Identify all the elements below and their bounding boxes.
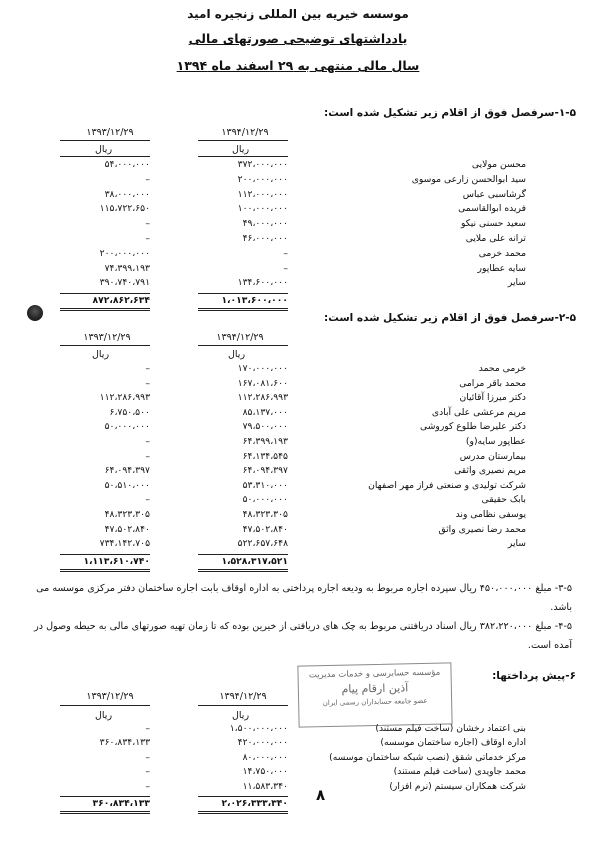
auditor-stamp [297, 662, 452, 727]
row-amount-current: ۳۷۲،۰۰۰،۰۰۰ [237, 159, 288, 170]
row-name: اداره اوقاف (اجاره ساختمان موسسه) [380, 737, 526, 749]
row-name: مرکز خدماتی شقق (نصب شبکه ساختمان موسسه) [329, 751, 526, 763]
row-name: شرکت تولیدی و صنعتی فراز مهر اصفهان [368, 479, 526, 491]
section-6-unit-prior: ریال [95, 710, 113, 721]
row-amount-prior: – [145, 723, 150, 734]
row-name: مریم مرعشی علی آبادی [431, 406, 526, 418]
row-amount-prior: – [145, 436, 150, 447]
row-amount-current: ۷۹،۵۰۰،۰۰۰ [242, 421, 288, 433]
row-amount-prior: ۲۰۰،۰۰۰،۰۰۰ [99, 247, 150, 259]
row-name: بیمارستان مدرس [459, 450, 526, 462]
note-4-5: ۴-۵- مبلغ ۳۸۲،۲۲۰،۰۰۰ ریال اسناد دریافتنی مربوط به چک های دریافتی از خیرین بوده که تا زمان تهیه صورتهای مالی به حیطه وصول در آمده است. [34, 621, 572, 651]
row-amount-current: ۴۶،۰۰۰،۰۰۰ [242, 233, 288, 244]
section-6-title: ۶-پیش پرداختها: [492, 670, 576, 682]
row-amount-current: ۸۵،۱۳۷،۰۰۰ [242, 406, 288, 418]
row-name: محمد جاویدی (ساخت فیلم مستند) [393, 766, 526, 778]
row-amount-current: ۱،۵۰۰،۰۰۰،۰۰۰ [229, 723, 288, 734]
section-1-title: ۱-۵-سرفصل فوق از اقلام زیر تشکیل شده است: [324, 107, 576, 119]
total-prior: ۸۷۲،۸۶۲،۶۳۴ [92, 295, 150, 307]
fiscal-period: سال مالی منتهی به ۲۹ اسفند ماه ۱۳۹۴ [176, 58, 420, 73]
row-amount-prior: ۳۶۰،۸۳۴،۱۳۳ [99, 737, 150, 749]
stamp-line-3: عضو جامعه حسابداران رسمی ایران [322, 696, 428, 708]
row-amount-current: ۶۴،۰۹۴،۳۹۷ [242, 465, 288, 477]
row-amount-current: ۸۰،۰۰۰،۰۰۰ [242, 751, 288, 763]
row-name: محمد رضا نصیری واثق [438, 523, 526, 535]
row-name: شرکت همکاران سیستم (نرم افزار) [389, 780, 526, 792]
row-amount-current: ۶۴،۳۹۹،۱۹۳ [242, 436, 288, 447]
row-name: دکتر علیرضا طلوع کوروشی [420, 421, 526, 433]
row-amount-prior: – [145, 218, 150, 230]
row-name: مریم نصیری واثقی [454, 465, 526, 477]
row-amount-prior: – [145, 173, 150, 185]
row-name: بابک حقیقی [481, 494, 526, 506]
total-current: ۱،۰۱۳،۶۰۰،۰۰۰ [221, 295, 288, 307]
row-name: سید ابوالحسن زارعی موسوی [411, 173, 526, 185]
row-name: فریده ابوالقاسمی [458, 203, 526, 215]
document-title: یادداشتهای توضیحی صورتهای مالی [188, 31, 408, 46]
row-amount-prior: – [145, 377, 150, 389]
row-amount-current: ۴۸،۳۲۳،۳۰۵ [242, 509, 288, 520]
row-name: محمد خرمی [478, 247, 526, 259]
section-2-title: ۲-۵-سرفصل فوق از اقلام زیر تشکیل شده است: [324, 312, 576, 324]
row-name: محمد باقر مرامی [459, 377, 526, 389]
row-amount-current: ۱۷۰،۰۰۰،۰۰۰ [237, 363, 288, 374]
row-amount-current: ۱۳۴،۶۰۰،۰۰۰ [237, 277, 288, 289]
row-amount-prior: ۱۱۵،۷۲۲،۶۵۰ [99, 203, 150, 215]
row-name: ترانه علی ملایی [465, 233, 526, 244]
row-amount-prior: – [145, 233, 150, 244]
row-name: دکتر میرزا آقائیان [459, 392, 526, 404]
section-1-unit-prior: ریال [95, 144, 113, 155]
row-amount-current: ۵۳،۳۱۰،۰۰۰ [242, 479, 288, 491]
row-amount-prior: – [145, 766, 150, 778]
row-amount-prior: ۵۰،۵۱۰،۰۰۰ [104, 479, 150, 491]
row-name: محسن مولایی [471, 159, 526, 170]
row-name: عطاپور سایه(و) [465, 436, 526, 447]
row-amount-prior: ۱۱۲،۲۸۶،۹۹۳ [99, 392, 150, 404]
row-amount-current: ۴۹،۰۰۰،۰۰۰ [242, 218, 288, 230]
row-amount-current: ۶۴،۱۳۴،۵۴۵ [242, 450, 288, 462]
row-amount-current: ۱۱۲،۲۸۶،۹۹۳ [237, 392, 288, 404]
row-amount-prior: – [145, 450, 150, 462]
page-number: ۸ [316, 786, 326, 804]
section-6-col-current: ۱۳۹۴/۱۲/۲۹ [219, 691, 267, 702]
section-2-unit-current: ریال [228, 349, 246, 360]
row-amount-prior: ۴۷،۵۰۲،۸۴۰ [104, 523, 150, 535]
row-amount-prior: ۷۳۴،۱۴۲،۷۰۵ [99, 538, 150, 550]
row-amount-prior: ۳۹۰،۷۴۰،۷۹۱ [99, 277, 150, 289]
row-amount-current: – [283, 247, 288, 259]
total-current: ۲،۰۲۶،۳۳۳،۳۴۰ [221, 798, 288, 809]
row-name: یوسفی نظامی وند [455, 509, 526, 520]
note-3-5: ۳-۵- مبلغ ۴۵۰،۰۰۰،۰۰۰ ریال سپرده اجاره مربوط به ودیعه اجاره پرداختی به اداره اوقاف بابت اجاره ساختمان دفتر مرکزی موسسه می باشد. [36, 583, 572, 613]
row-name: سایر [507, 277, 526, 289]
row-amount-prior: – [145, 751, 150, 763]
section-6-col-prior: ۱۳۹۳/۱۲/۲۹ [86, 691, 134, 702]
section-1-col-prior: ۱۳۹۳/۱۲/۲۹ [86, 127, 134, 138]
section-1-unit-current: ریال [232, 144, 250, 155]
row-amount-current: ۴۲۰،۰۰۰،۰۰۰ [237, 737, 288, 749]
row-amount-current: ۱۶۷،۰۸۱،۶۰۰ [237, 377, 288, 389]
row-name: سایه عطاپور [477, 262, 526, 274]
section-2-col-prior: ۱۳۹۳/۱۲/۲۹ [83, 332, 131, 343]
section-6-unit-current: ریال [232, 710, 250, 721]
row-amount-prior: ۶،۷۵۰،۵۰۰ [109, 406, 150, 418]
stamp-line-2: آذین ارقام پیام [341, 681, 409, 696]
company-name: موسسه خیریه بین المللی زنجیره امید [187, 7, 409, 21]
total-prior: ۱،۱۱۳،۶۱۰،۷۴۰ [83, 555, 150, 567]
binder-hole-icon [27, 305, 43, 321]
row-amount-prior: – [145, 363, 150, 374]
row-amount-current: ۵۰،۰۰۰،۰۰۰ [242, 494, 288, 506]
row-amount-prior: ۷۴،۳۹۹،۱۹۳ [104, 262, 150, 274]
total-current: ۱،۵۲۸،۳۱۷،۵۲۱ [221, 555, 288, 567]
row-amount-current: ۲۰۰،۰۰۰،۰۰۰ [237, 173, 288, 185]
row-amount-prior: – [145, 494, 150, 506]
row-amount-current: ۱۱،۵۸۳،۳۴۰ [242, 780, 288, 792]
row-amount-current: – [283, 262, 288, 274]
row-amount-prior: ۵۰،۰۰۰،۰۰۰ [104, 421, 150, 433]
row-amount-prior: ۵۴،۰۰۰،۰۰۰ [104, 159, 150, 170]
stamp-line-1: مؤسسه حسابرسی و خدمات مدیریت [308, 667, 441, 681]
row-name: خرمی محمد [478, 363, 526, 374]
row-amount-prior: – [145, 780, 150, 792]
row-name: سایر [507, 538, 526, 550]
row-name: گرشاسبی عباس [462, 188, 526, 200]
section-2-unit-prior: ریال [92, 349, 110, 360]
total-prior: ۳۶۰،۸۳۴،۱۳۳ [92, 798, 150, 809]
row-amount-prior: ۶۴،۰۹۴،۳۹۷ [104, 465, 150, 477]
row-amount-current: ۴۷،۵۰۲،۸۴۰ [242, 523, 288, 535]
row-name: سعید حسنی نیکو [460, 218, 526, 230]
row-amount-current: ۵۲۲،۶۵۷،۶۴۸ [237, 538, 288, 550]
row-amount-current: ۱۱۲،۰۰۰،۰۰۰ [237, 188, 288, 200]
row-amount-current: ۱۴،۷۵۰،۰۰۰ [242, 766, 288, 778]
row-amount-prior: ۳۸،۰۰۰،۰۰۰ [104, 188, 150, 200]
section-1-col-current: ۱۳۹۴/۱۲/۲۹ [221, 127, 269, 138]
row-name: بنی اعتماد رخشان (ساخت فیلم مستند) [375, 723, 526, 734]
row-amount-current: ۱۰۰،۰۰۰،۰۰۰ [237, 203, 288, 215]
section-2-col-current: ۱۳۹۴/۱۲/۲۹ [216, 332, 264, 343]
row-amount-prior: ۴۸،۳۲۳،۳۰۵ [104, 509, 150, 520]
